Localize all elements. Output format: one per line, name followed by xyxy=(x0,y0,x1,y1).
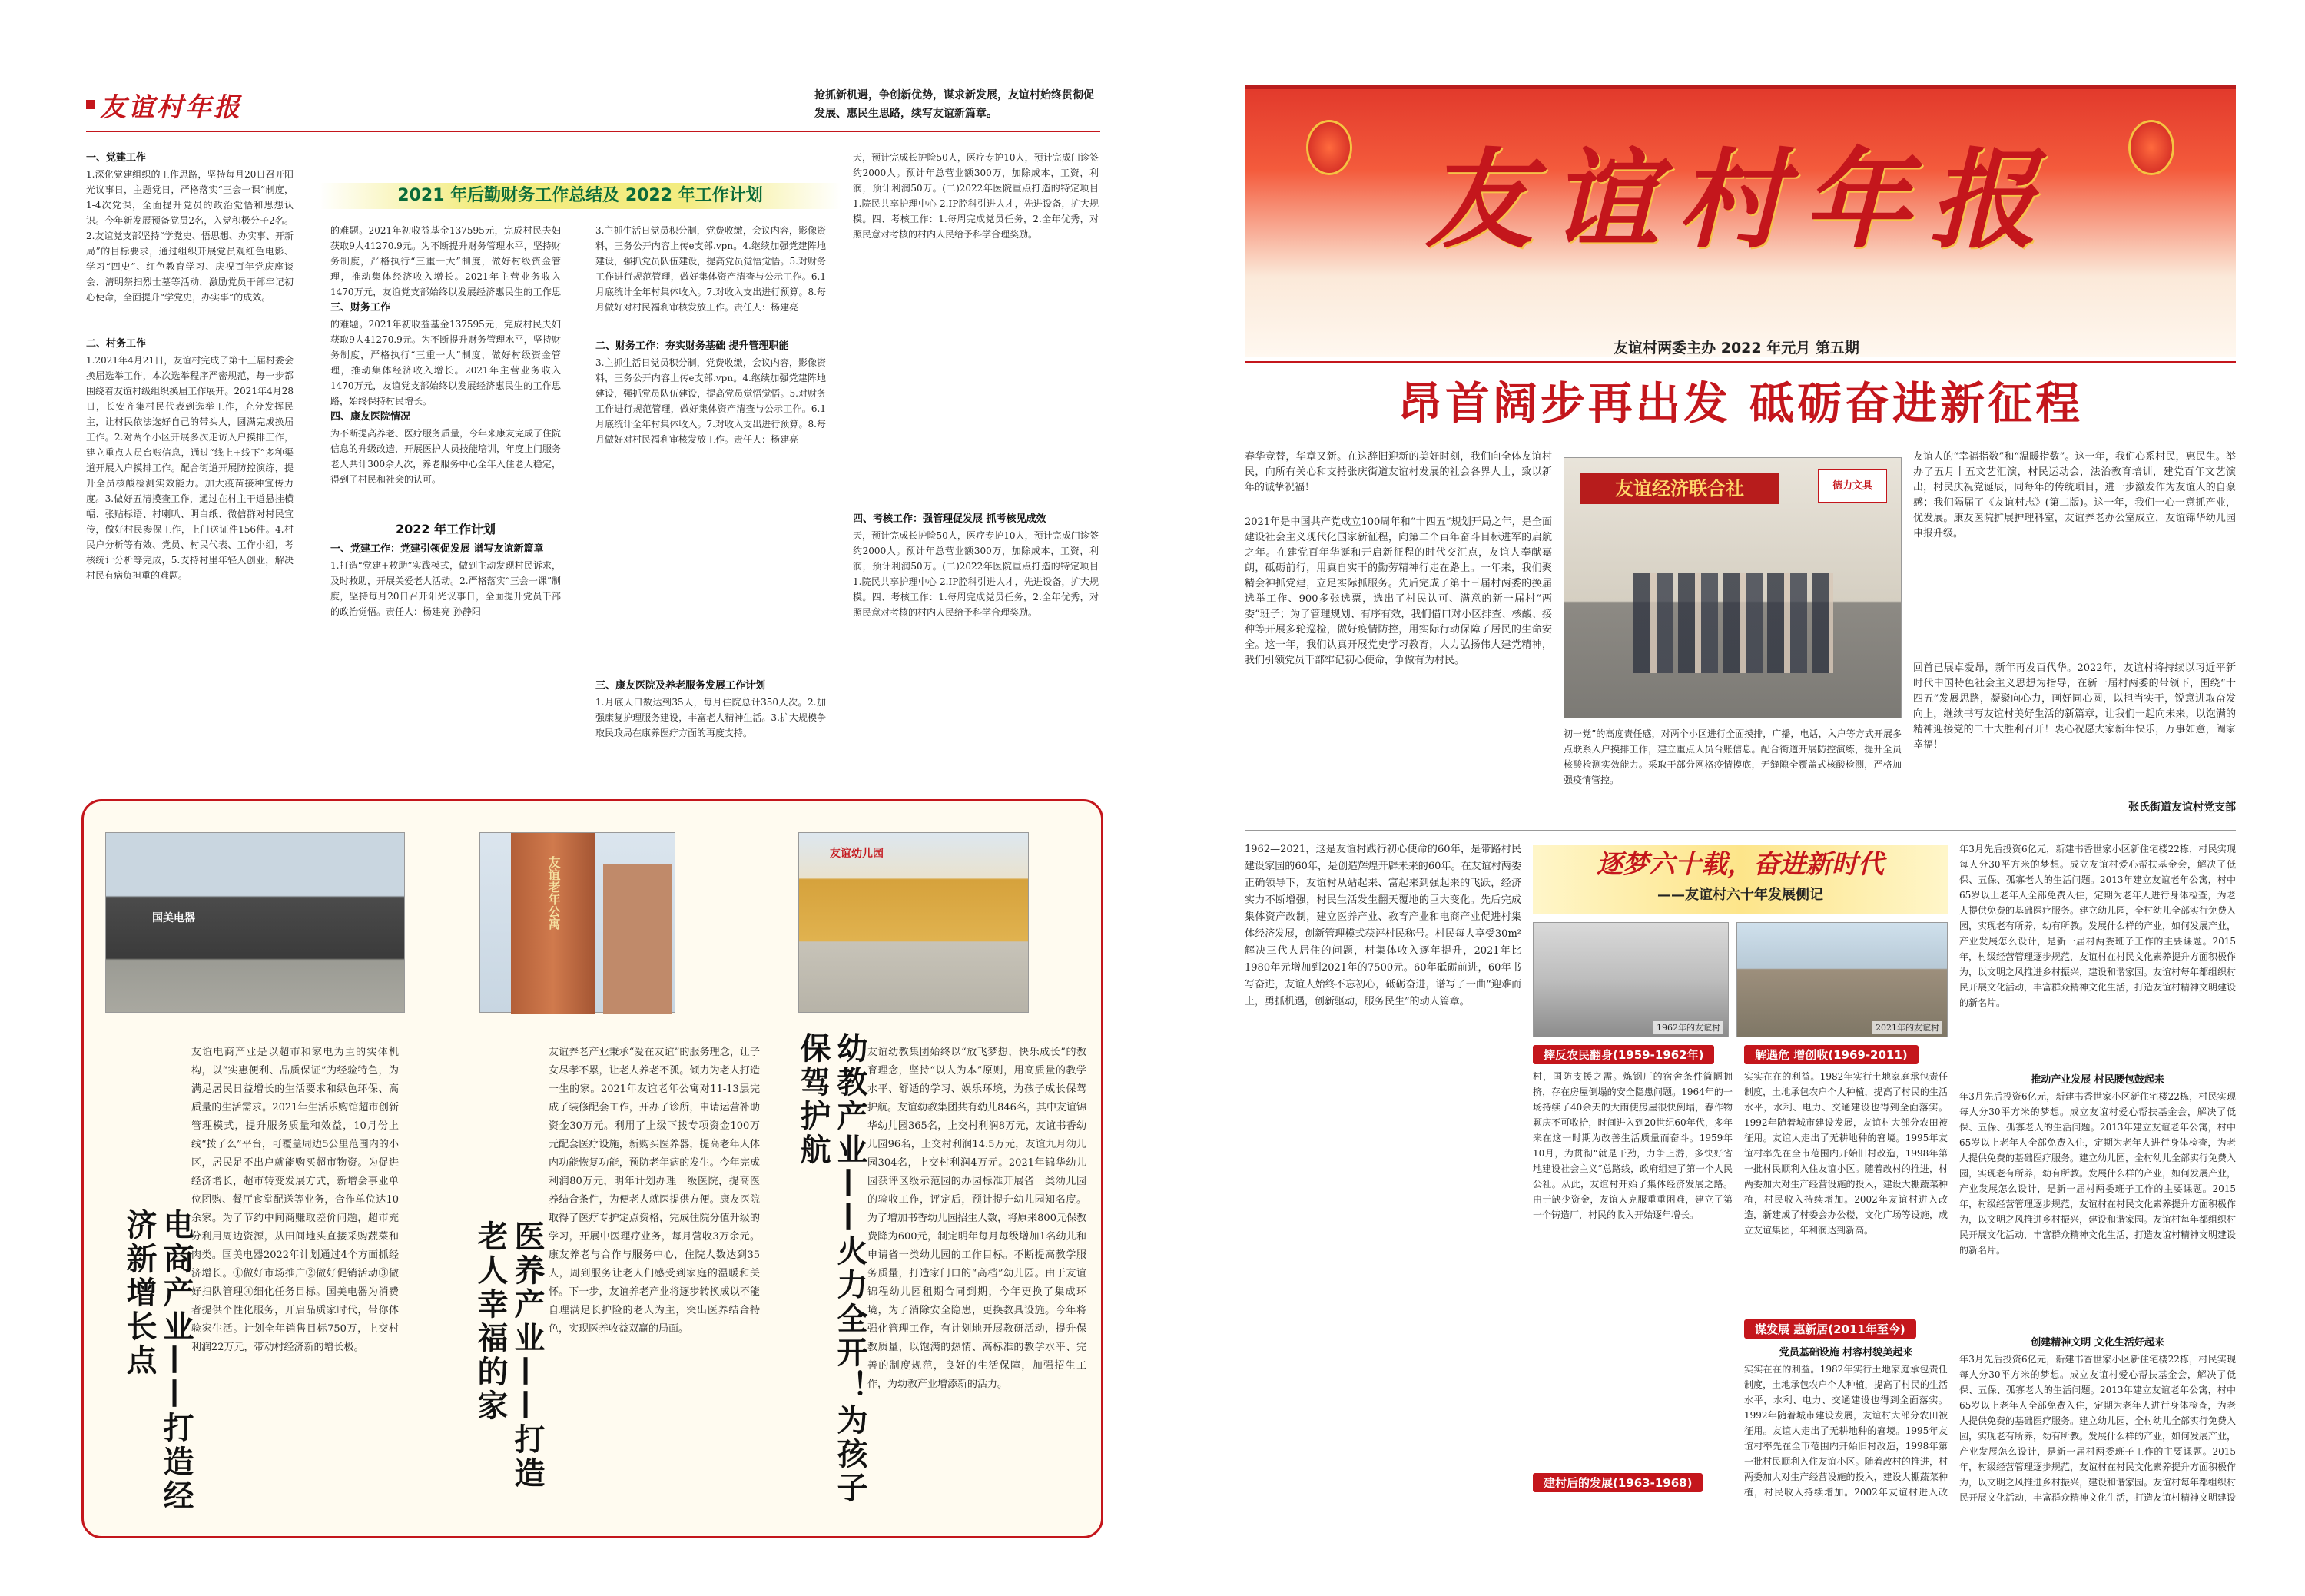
history-col-2-text: 村，国防支援之需。炼钢厂的宿舍条件简陋拥挤，存在房屋倒塌的安全隐患问题。1964年的一场持续了40余天的大雨使房屋很快倒塌，春作物颗庆不可收拾，时间进入到20世纪60年代，多年来在这一时期为改善生活质量而奋斗。1959年10月，为贯彻“就是干劲，力争上游，多快好省地建设社会主义”总路线，政府组建了第一个人民公社。从此，友谊村开始了集体经济发展之路。由于缺少资金，友谊人克服重重困难，建立了第一个铸造厂，村民的收入开始逐年增长。 xyxy=(1533,1071,1733,1220)
col-3-text-c: 1.月底人口数达到35人，每月住院总计350人次。2.加强康复护理服务建设，丰富老人精神生活。3.扩大规模争取民政局在康养医疗方面的再度支持。 xyxy=(595,697,826,738)
col-2-text-a: 的难题。2021年初收益基金137595元，完成村民夫妇获取9人41270.9元。为不断提升财务管理水平，坚持财务制度，严格执行“三重一大”制度，做好村级资金管理，推动集体经济收入增长。2021年主营业务收入1470万元，友谊党支部始终以发展经济惠民生的工作思 xyxy=(330,225,561,297)
col-1-text-a: 1.深化党建组织的工作思路，坚持每月20日召开阳光议事日，主题党日，严格落实“三会一课”制度，1-4次党课，全面提升党员的政治觉悟和思想认识。今年新发展预备党员2名，入党积极分子2名。2.友谊党支部坚持“学党史、悟思想、办实事、开新局”的目标要求，通过组织开展党员观红色电影、学习“四史”、红色教育学习、庆祝百年党庆座谈会、清明祭扫烈士墓等活动，激励党员干部牢记初心使命，全面提升“学党史，办实事”的成效。 xyxy=(86,169,294,303)
history-sub-1: 摔反农民翻身(1959-1962年) xyxy=(1533,1045,1714,1064)
plan-party-heading: 一、党建工作：党建引领促发展 谱写友谊新篇章 xyxy=(330,543,544,555)
top-rule xyxy=(86,131,1100,132)
feature-title-eldercare: 医养产业——打造老人幸福的家 xyxy=(473,1220,545,1491)
col-2-text-b: 的难题。2021年初收益基金137595元，完成村民夫妇获取9人41270.9元。为不断提升财务管理水平，坚持财务制度，严格执行“三重一大”制度，做好村级资金管理，推动集体经济收入增长。2021年主营业务收入1470万元，友谊党支部始终以发展经济惠民生的工作思路，始终保持村民增长。 xyxy=(330,319,561,406)
eldercare-building-2 xyxy=(603,864,672,1014)
heading-finance: 三、财务工作 xyxy=(330,302,391,314)
feature-photo-ecommerce xyxy=(105,832,405,1013)
history-banner xyxy=(1533,845,1948,914)
col-3-text-a: 3.主抓生活日党员积分制，党费收缴，会议内容，影像资料，三务公开内容上传e支部.vpn。4.继续加强党建阵地建设，强抓党员队伍建设，提高党员觉悟觉悟。5.对财务工作进行规范管理，做好集体资产清查与公示工作。6.1月底统计全年村集体收入。7.对收入支出进行预算。8.每月做好对村民福利审核发放工作。责任人：杨建亮 xyxy=(595,225,826,313)
history-sub-4: 谋发展 惠新居(2011年至今) xyxy=(1744,1319,1916,1339)
front-headline: 昂首阔步再出发 砥砺奋进新征程 xyxy=(1397,377,2084,430)
history-col-2 xyxy=(1533,1045,1733,1537)
history-sub-6: 推动产业发展 村民腰包鼓起来 xyxy=(2031,1074,2164,1086)
history-photo-new xyxy=(1736,922,1948,1037)
front-right-2: 回首已展卓爱昂，新年再发百代华。2022年，友谊村将持续以习近平新时代中国特色社会主义思想为指导，在新一届村两委的带领下，围绕“十四五”发展思路，凝聚向心力，画好同心圆，以担当实干，锐意进取奋发向上，继续书写友谊村美好生活的新篇章，让我们一起向未来，以饱满的精神迎接党的二十大胜利召开！衷心祝愿大家新年快乐，万事如意，阖家幸福！ xyxy=(1913,662,2236,751)
masthead-rule xyxy=(1245,361,2236,363)
history-col-4-text-b: 年3月先后投资6亿元，新建书香世家小区新住宅楼22栋，村民实现每人分30平方米的梦想。成立友谊村爱心帮扶基金会，解决了低保、五保、孤寡老人的生活问题。2013年建立友谊老年公寓，村中65岁以上老年人全部免费入住，定期为老年人进行身体检查，为老人提供免费的基础医疗服务。建立幼儿园，全村幼儿全部实行免费入园，实现老有所养，幼有所教。发展什么样的产业，如何发展产业，产业发展怎么设计，是新一届村两委班子工作的主要课题。2015年，村级经营管理逐步规范，友谊村在村民文化素养提升方面积极作为，以文明之风推进乡村振兴，建设和谐家园。友谊村每年都组织村民开展文化活动，丰富群众精神文化生活，打造友谊村精神文明建设的新名片。 xyxy=(1959,1091,2236,1256)
history-sub-3: 建村后的发展(1963-1968) xyxy=(1533,1473,1703,1492)
plan-hospital-heading: 三、康友医院及养老服务发展工作计划 xyxy=(595,680,766,692)
front-photo xyxy=(1564,457,1902,718)
masthead-info: 友谊村两委主办 2022 年元月 第五期 xyxy=(1614,340,1859,357)
history-title: 逐梦六十载，奋进新时代 xyxy=(1597,849,1884,880)
feature-photo-eldercare xyxy=(479,832,675,1013)
col-2-text-d: 1.打造“党建+救助”实践模式，做到主动发现村民诉求，及时救助，开展关爱老人活动。2.严格落实“三会一课”制度，坚持每月20日召开阳光议事日，全面提升党员干部的政治觉悟。责任人：杨建亮 孙静阳 xyxy=(330,560,561,617)
left-page xyxy=(0,0,1129,1596)
left-brand: 友谊村年报 xyxy=(100,92,242,123)
col-4 xyxy=(853,150,1099,788)
history-photo-old-caption: 1962年的友谊村 xyxy=(1653,1021,1723,1034)
history-sub-5: 党员基础设施 村容村貌美起来 xyxy=(1779,1347,1913,1359)
front-right-1: 友谊人的“幸福指数”和“温暖指数”。这一年，我们心系村民，惠民生。举办了五月十五文艺汇演，村民运动会，法治教育培训，建党百年文艺演出，村民庆祝党诞辰，同每年的传统项目，进一步激发作为友谊人的自豪感；我们隔届了《友谊村志》(第二版)。这一年，我们一心一意抓产业，优发展。康友医院扩展护理科室，友谊养老办公室成立，友谊锦华幼儿园申报升级。 xyxy=(1913,451,2236,539)
eldercare-building xyxy=(511,833,595,1014)
front-body-1: 2021年是中国共产党成立100周年和“十四五”规划开局之年，是全面建设社会主义现代化国家新征程，向第二个百年奋斗目标进军的启航之年。在建党百年华诞和开启新征程的时代交汇点，友谊人奉献嘉朗，砥砺前行，用真自实干的勤劳精神行走在路上。一年来，我们聚精会神抓党建，立足实际抓服务。先后完成了第十三届村两委的换届选举工作、900多张选票，选出了村民认可、满意的新一届村“两委”班子；为了管理规划、有序有效，我们借口对小区排查、核酸、接种等开展多轮巡检，做好疫情防控，用实际行动保障了居民的生命安全。这一年，我们认真开展党史学习教育，大力弘扬伟大建党精神，我们引领党员干部牢记初心使命，争做有为村民。 xyxy=(1245,516,1552,666)
plan-assess-heading: 四、考核工作：强管理促发展 抓考核见成效 xyxy=(853,513,1046,525)
front-signature: 张氏街道友谊村党支部 xyxy=(2128,801,2236,814)
history-photo-old xyxy=(1533,922,1729,1037)
heading-hospital: 四、康友医院情况 xyxy=(330,411,411,423)
col-4-text-b: 天，预计完成长护险50人，医疗专护10人，预计完成门诊签约2000人。预计年总营业额300万，加除成本，工资，利润，预计利润50万。(二)2022年医院重点打造的特定项目 1.院民共享护理中心 2.IP腔科引进人才，先进设备，扩大规模。四、考核工作：1.每周完成党员任务，2.全年优秀，对照民意对考核的村内人民给予科学合理奖励。 xyxy=(853,530,1099,618)
plan-finance-heading: 二、财务工作：夯实财务基础 提升管理职能 xyxy=(595,340,789,352)
masthead xyxy=(1245,85,2236,357)
feature-photo-ecommerce-sign: 国美电器 xyxy=(152,912,195,924)
feature-photo-kindergarten xyxy=(798,832,1029,1013)
lantern-left-icon xyxy=(1306,120,1352,175)
feature-title-ecommerce: 电商产业——打造经济新增长点 xyxy=(121,1209,194,1513)
feature-photo-kindergarten-sign: 友谊幼儿园 xyxy=(830,848,884,860)
history-sub-7: 创建精神文明 文化生活好起来 xyxy=(2031,1337,2164,1349)
history-col-4-text-c: 年3月先后投资6亿元，新建书香世家小区新住宅楼22栋，村民实现每人分30平方米的梦想。成立友谊村爱心帮扶基金会，解决了低保、五保、孤寡老人的生活问题。2013年建立友谊老年公寓，村中65岁以上老年人全部免费入住，定期为老年人进行身体检查，为老人提供免费的基础医疗服务。建立幼儿园，全村幼儿全部实行免费入园，实现老有所养，幼有所教。发展什么样的产业，如何发展产业，产业发展怎么设计，是新一届村两委班子工作的主要课题。2015年，村级经营管理逐步规范，友谊村在村民文化素养提升方面积极作为，以文明之风推进乡村振兴，建设和谐家园。友谊村每年都组织村民开展文化活动，丰富群众精神文化生活，打造友谊村精神文明建设 xyxy=(1959,1354,2236,1503)
front-photo-brand: 德力文具 xyxy=(1818,469,1887,503)
col-1-text-b: 1.2021年4月21日，友谊村完成了第十三届村委会换届选举工作，本次选举程序严密规范，每一步都围绕着友谊村级组织换届工作展开。2021年4月28日，长安齐集村民代表到选举工作，充分发挥民主，让村民依法选好自己的带头人，圆满完成换届工作。2.对两个小区开展多次走访入户摸排工作，建立重点人员台账信息，通过“线上+线下”多种渠道开展入户摸排工作。配合街道开展防控演练，提升全员核酸检测实效能力。加大疫苗接种宣传力度。3.做好五清摸查工作，通过在村主干道悬挂横幅、张贴标语、村喇叭、明白纸、微信群对村民宣传，做好村民参保工作，上门送证件156件。4.村民户分析等有效、党员、村民代表、工作小组，考核统计分析等完成，5.支持村里年轻人创业，解决村民有病负担重的难题。 xyxy=(86,355,294,581)
lantern-right-icon xyxy=(2128,120,2174,175)
feature-title-kindergarten: 幼教产业——火力全开！为孩子保驾护航 xyxy=(795,1032,867,1505)
heading-village: 二、村务工作 xyxy=(86,338,147,350)
heading-party: 一、党建工作 xyxy=(86,152,147,164)
col-3 xyxy=(595,223,826,788)
article-title: 2021 年后勤财务工作总结及 2022 年工作计划 xyxy=(319,183,841,209)
feature-body-eldercare: 友谊养老产业秉承“爱在友谊”的服务理念，让子女尽孝不累，让老人养老不孤。倾力为老人打造一生的家。2021年友谊老年公寓对11-13层完成了装修配套工作，开办了诊所，申请运营补助资金30万元。利用了上级下拨专项资金100万元配套医疗设施，新购买医养器，提高老年人体内功能恢复功能，预防老年病的发生。今年完成利润80万元，明年计划办理一级医院，提高医养结合条件，为便老人就医提供方便。康友医院取得了医疗专护定点资格，完成住院分值升级的学习，开展中医理疗业务，每月营收3万余元。康友养老与合作与服务中心，住院人数达到35人，周到服务让老人们感受到家庭的温暖和关怀。下一步，友谊养老产业将逐步转换成以不能自理满足长护险的老人为主，突出医养结合特色，实现医养收益双赢的局面。 xyxy=(549,1047,760,1335)
feature-body-ecommerce: 友谊电商产业是以超市和家电为主的实体机构，以“实惠便利、品质保证”为经验特色，为满足居民日益增长的生活要求和绿色环保、高质量的生活需求。2021年生活乐购馆超市创新管理模式，提升服务质量和效益，10月份上线“拨了么”平台，可覆盖周边5公里范围内的小区，居民足不出户就能购买超市物资。为促进经济增长，超市转变发展方式，新增会事业单位团购、餐厅食堂配送等业务，合作单位达10余家。为了节约中间商赚取差价问题，超市充分利用周边资源，从田间地头直接采购蔬菜和肉类。国美电器2022年计划通过4个方面抓经济增长。①做好市场推广②做好促销活动③做好扫队管理④细化任务目标。国美电器为消费者提供个性化服务，开启品质家时代，带你体验家生活。计划全年销售目标750万，上交村利润22万元，带动村经济新的增长极。 xyxy=(191,1047,399,1353)
brand-mark-icon xyxy=(86,100,95,109)
col-3-text-b: 3.主抓生活日党员积分制，党费收缴，会议内容，影像资料，三务公开内容上传e支部.vpn。4.继续加强党建阵地建设，强抓党员队伍建设，提高党员觉悟觉悟。5.对财务工作进行规范管理，做好集体资产清查与公示工作。6.1月底统计全年村集体收入。7.对收入支出进行预算。8.每月做好对村民福利审核发放工作。责任人：杨建亮 xyxy=(595,357,826,445)
history-col-3-text: 实实在在的利益。1982年实行土地家庭承包责任制度，土地承包农户个人种植，提高了村民的生活水平，水利、电力、交通建设也得到全面落实。1992年随着城市建设发展，友谊村大部分农田被征用。友谊人走出了无耕地种的窘境。1995年友谊村率先在全市范围内开始旧村改造，1998年第一批村民顺利入住友谊小区。随着改村的推进，村两委加大对生产经营设施的投入，建设大棚蔬菜种植，村民收入持续增加。2002年友谊村进入改造，新建成了村委会办公楼，文化广场等设施，成立友谊集团，年利润达到新高。 xyxy=(1744,1071,1948,1236)
history-photo-new-caption: 2021年的友谊村 xyxy=(1872,1021,1942,1034)
col-2-text-c: 为不断提高养老、医疗服务质量，今年来康友完成了住院信息的升级改造，开展医护人员技能培训，年度上门服务老人共计300余人次，养老服务中心全年入住老人稳定，得到了村民和社会的认可。 xyxy=(330,428,561,485)
history-sub-2: 解遇危 增创收(1969-2011) xyxy=(1744,1045,1919,1064)
history-col-4-text-a: 年3月先后投资6亿元，新建书香世家小区新住宅楼22栋，村民实现每人分30平方米的梦想。成立友谊村爱心帮扶基金会，解决了低保、五保、孤寡老人的生活问题。2013年建立友谊老年公寓，村中65岁以上老年人全部免费入住，定期为老年人进行身体检查，为老人提供免费的基础医疗服务。建立幼儿园，全村幼儿全部实行免费入园，实现老有所养，幼有所教。发展什么样的产业，如何发展产业，产业发展怎么设计，是新一届村两委班子工作的主要课题。2015年，村级经营管理逐步规范，友谊村在村民文化素养提升方面积极作为，以文明之风推进乡村振兴，建设和谐家园。友谊村每年都组织村民开展文化活动，丰富群众精神文化生活，打造友谊村精神文明建设的新名片。 xyxy=(1959,844,2236,1008)
col-4-text-a: 天，预计完成长护险50人，医疗专护10人，预计完成门诊签约2000人。预计年总营业额300万，加除成本，工资，利润，预计利润50万。(二)2022年医院重点打造的特定项目 1.院民共享护理中心 2.IP腔科引进人才，先进设备，扩大规模。四、考核工作：1.每周完成党员任务，2.全年优秀，对照民意对考核的村内人民给予科学合理奖励。 xyxy=(853,152,1099,240)
history-intro: 1962—2021，这是友谊村践行初心使命的60年，是带路村民建设家园的60年，是创造辉煌开辟未来的60年。在友谊村两委正确领导下，友谊村从站起来、富起来到强起来的飞跃，经济实力不断增强，村民生活发生翻天覆地的巨大变化。先后完成集体资产改制，建立医养产业、教育产业和电商产业促进村集体经济发展，创新管理模式获评村民称号。村民每人享受30m²解决三代人居住的问题，村集体收入逐年提升，2021年比1980年元增加到2021年的7500元。60年砥砺前进，60年书写奋进，友谊人始终不忘初心，砥砺奋进，谱写了一曲“迎难而上，勇抓机遇，创新驱动，服务民生”的动人篇章。 xyxy=(1245,844,1521,1007)
feature-photo-eldercare-sign: 友谊老年公寓 xyxy=(546,856,561,930)
front-lead: 春华竞替，华章又新。在这辞旧迎新的美好时刻，我们向全体友谊村民，向所有关心和支持张庆街道友谊村发展的社会各界人士，致以新年的诚挚祝福！ xyxy=(1245,451,1552,493)
history-subtitle: ——友谊村六十年发展侧记 xyxy=(1657,887,1823,903)
history-col-3 xyxy=(1744,1045,1948,1537)
history-col-4 xyxy=(1959,841,2236,1537)
people-group xyxy=(1633,573,1833,673)
masthead-title: 友谊村年报 xyxy=(1424,138,2055,264)
industry-feature-box xyxy=(81,799,1103,1538)
front-divider xyxy=(1245,830,2236,831)
right-page xyxy=(1237,0,2305,1596)
left-tagline: 抢抓新机遇，争创新优势，谋求新发展，友谊村始终贯彻促发展、惠民生思路，续写友谊新篇章。 xyxy=(814,89,1094,120)
front-photo-sign: 友谊经济联合社 xyxy=(1580,473,1779,504)
heading-plan: 2022 年工作计划 xyxy=(395,522,496,536)
feature-body-kindergarten: 友谊幼教集团始终以“放飞梦想，快乐成长”的教育理念，坚持“以人为本”原则，用高质量的教学水平、舒适的学习、娱乐环境，为孩子成长保驾护航。友谊幼教集团共有幼儿846名，其中友谊锦华幼儿园365名，上交村利润8万元，友谊书香幼儿园96名，上交村利润14.5万元，友谊九月幼儿园304名，上交村利润4万元。2021年锦华幼儿园获评区级示范园的办园标准开展省一类幼儿园的验收工作，评定后，预计提升幼儿园知名度。为了增加书香幼儿园招生人数，将原来800元保教费降为600元，制定明年每月每级增加1名幼儿和申请省一类幼儿园的工作目标。不断提高教学服务质量，打造家门口的“高档”幼儿园。由于友谊锦程幼儿园租期合同到期，今年更换了集成环境，为了消除安全隐患，更换教具设施。今年将强化管理工作，有计划地开展教研活动，提升保教质量，以饱满的热情、高标准的教学水平、完善的制度规范，良好的生活保障，加强招生工作，为幼教产业增添新的活力。 xyxy=(867,1047,1086,1390)
col-1 xyxy=(86,150,294,788)
col-2 xyxy=(330,223,561,788)
history-col-3-text-b: 实实在在的利益。1982年实行土地家庭承包责任制度，土地承包农户个人种植，提高了村民的生活水平，水利、电力、交通建设也得到全面落实。1992年随着城市建设发展，友谊村大部分农田被征用。友谊人走出了无耕地种的窘境。1995年友谊村率先在全市范围内开始旧村改造，1998年第一批村民顺利入住友谊小区。随着改村的推进，村两委加大对生产经营设施的投入，建设大棚蔬菜种植，村民收入持续增加。2002年友谊村进入改 xyxy=(1744,1364,1948,1498)
photo-caption: 初一党”的高度责任感，对两个小区进行全面摸排，广播，电话，入户等方式开展多点联系入户摸排工作，建立重点人员台账信息。配合街道开展防控演练，提升全员核酸检测实效能力。采取干部分网格疫情摸底，无缝隙全覆盖式核酸检测，严格加强疫情管控。 xyxy=(1564,728,1902,785)
